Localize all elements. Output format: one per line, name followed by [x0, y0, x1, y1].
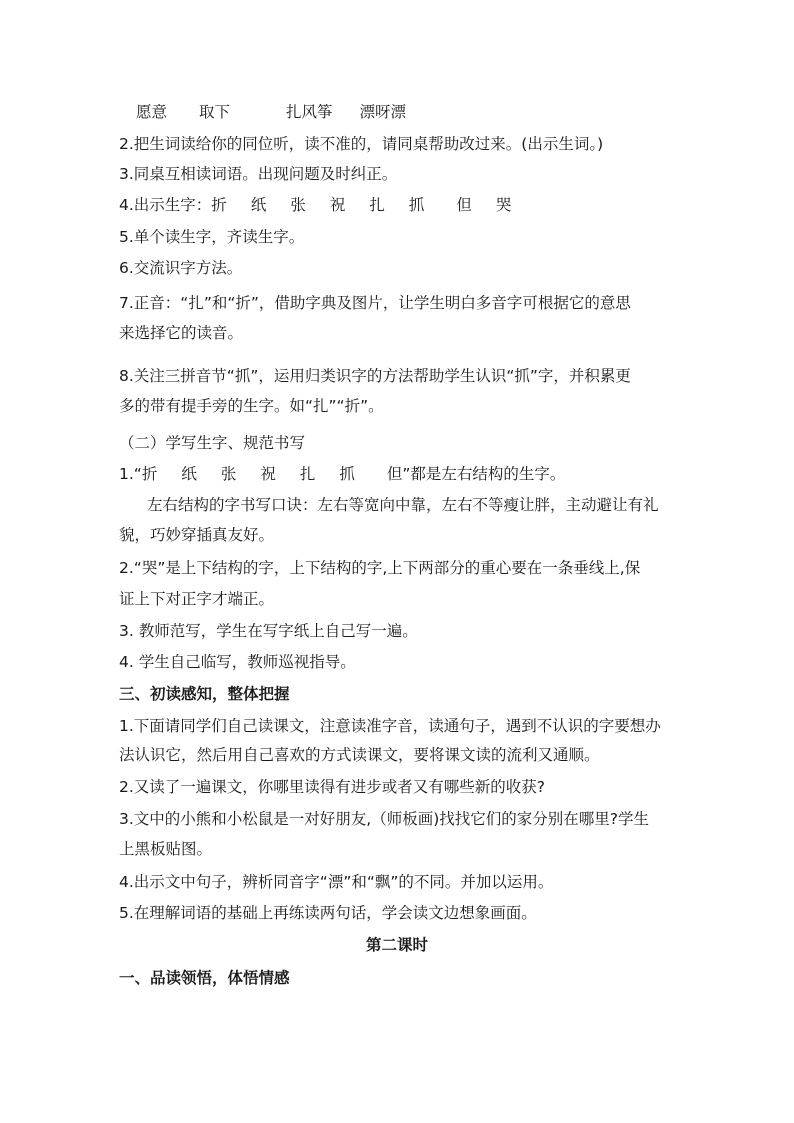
line-suffix: 但”都是左右结构的生字。: [386, 465, 566, 483]
character: 张: [290, 196, 306, 214]
paragraph-line: 2.“哭”是上下结构的字，上下结构的字,上下两部分的重心要在一条垂线上,保: [119, 559, 641, 577]
character: 抓: [408, 196, 425, 214]
vocab-word: 漂呀漂: [359, 103, 407, 121]
line-prefix: 1.“折: [119, 465, 158, 483]
line-prefix: 4.出示生字：: [119, 196, 212, 214]
paragraph-line: 2.又读了一遍课文，你哪里读得有进步或者又有哪些新的收获?: [119, 778, 546, 796]
paragraph-line: 5.在理解词语的基础上再练读两句话，学会读文边想象画面。: [119, 904, 537, 922]
lesson-title: 第二课时: [365, 936, 428, 954]
paragraph-line: 1.下面请同学们自己读课文，注意读准字音，读通句子，遇到不认识的字要想办: [119, 717, 661, 735]
paragraph-line: 多的带有提手旁的生字。如“扎”“折”。: [119, 397, 384, 415]
paragraph-line: 6.交流识字方法。: [119, 259, 243, 277]
character: 但: [456, 196, 472, 214]
vocab-word: 扎风筝: [286, 103, 333, 121]
paragraph-line: 3.同桌互相读词语。出现问题及时纠正。: [119, 165, 398, 183]
paragraph-line: 法认识它，然后用自己喜欢的方式读课文，要将课文读的流利又通顺。: [119, 746, 600, 764]
character: 祝: [329, 196, 346, 214]
vocab-words-line: [136, 102, 406, 122]
paragraph-line: 2.把生词读给你的同位听，读不准的，请同桌帮助改过来。(出示生词。): [119, 135, 604, 153]
character: 折: [211, 196, 227, 214]
character: 张: [220, 465, 237, 483]
character: 抓: [339, 465, 355, 483]
character: 扎: [299, 465, 316, 483]
paragraph-line: 4.出示文中句子，辨析同音字“漂”和“飘”的不同。并加以运用。: [119, 873, 554, 891]
character: 祝: [260, 465, 276, 483]
section-subheading: （二）学写生字、规范书写: [119, 434, 306, 452]
character: 哭: [495, 196, 512, 214]
paragraph-line: 3.文中的小熊和小松鼠是一对好朋友,（师板画)找找它们的家分别在哪里?学生: [119, 810, 649, 828]
paragraph-line: 貌，巧妙穿插真友好。: [119, 526, 275, 544]
vocab-word: 愿意: [136, 103, 168, 121]
paragraph-line: 5.单个读生字，齐读生字。: [119, 228, 305, 246]
new-characters-line: [119, 195, 511, 215]
character: 纸: [181, 465, 197, 483]
vocab-word: 取下: [199, 103, 231, 121]
paragraph-line: 左右结构的字书写口诀：左右等宽向中靠，左右不等瘦让胖，主动避让有礼: [147, 496, 659, 514]
paragraph-line: 7.正音：“扎”和“折”，借助字典及图片，让学生明白多音字可根据它的意思: [119, 294, 631, 312]
paragraph-line: 上黑板贴图。: [119, 840, 213, 858]
section-heading: 一、品读领悟，体悟情感: [119, 969, 290, 987]
character: 扎: [369, 196, 385, 214]
characters-structure-line: [119, 464, 565, 484]
section-heading: 三、初读感知，整体把握: [119, 685, 290, 703]
paragraph-line: 8.关注三拼音节“抓”，运用归类识字的方法帮助学生认识“抓”字，并积累更: [119, 367, 631, 385]
paragraph-line: 来选择它的读音。: [119, 324, 244, 342]
character: 纸: [250, 196, 267, 214]
paragraph-line: 证上下对正字才端正。: [119, 590, 275, 608]
paragraph-line: 4. 学生自己临写，教师巡视指导。: [119, 653, 356, 671]
paragraph-line: 3. 教师范写，学生在写字纸上自己写一遍。: [119, 622, 418, 640]
